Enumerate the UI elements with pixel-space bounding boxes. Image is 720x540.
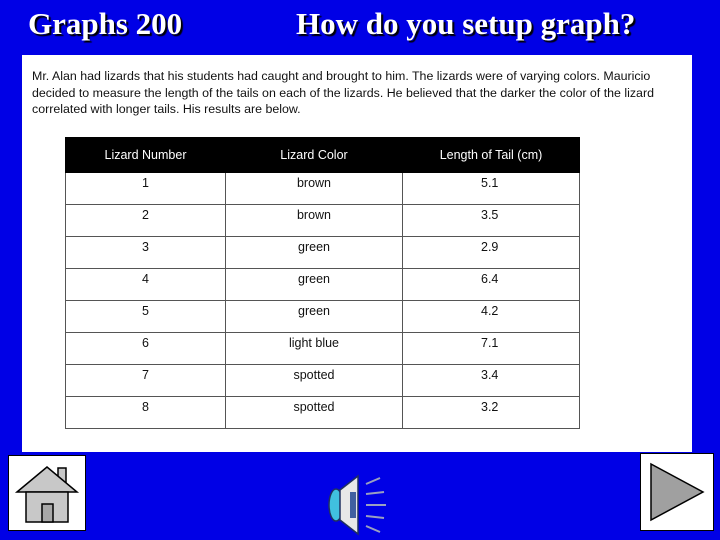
speaker-button[interactable]	[322, 470, 392, 536]
table-row	[66, 301, 580, 333]
cell-lizard-color: green	[226, 301, 403, 333]
cell-lizard-number: 8	[66, 397, 226, 429]
cell-lizard-color: spotted	[226, 365, 403, 397]
table-row	[66, 237, 580, 269]
slide-category-title: Graphs 200	[28, 6, 183, 41]
problem-text: Mr. Alan had lizards that his students had caught and brought to him. The lizards were of varying colors. Mauricio decided to measure the length of the tails on each of the lizards. He believed that the darker the color of the lizard correlated with longer tails. His results are below.	[32, 69, 654, 116]
cell-tail-length: 3.2	[403, 397, 580, 429]
cell-lizard-number: 3	[66, 237, 226, 269]
next-arrow-icon	[641, 454, 713, 530]
table-row	[66, 205, 580, 237]
cell-lizard-color: brown	[226, 173, 403, 205]
cell-tail-length: 7.1	[403, 333, 580, 365]
table-row	[66, 269, 580, 301]
cell-tail-length: 4.2	[403, 301, 580, 333]
cell-lizard-color: green	[226, 269, 403, 301]
cell-lizard-color: green	[226, 237, 403, 269]
slide-question-heading: How do you setup graph?	[296, 6, 636, 41]
header-tail-length: Length of Tail (cm)	[403, 138, 580, 173]
table-row	[66, 333, 580, 365]
next-slide-button[interactable]	[640, 453, 714, 531]
cell-tail-length: 3.4	[403, 365, 580, 397]
header-lizard-number: Lizard Number	[66, 138, 226, 173]
speaker-icon	[322, 470, 392, 536]
cell-tail-length: 6.4	[403, 269, 580, 301]
table-row	[66, 397, 580, 429]
cell-lizard-number: 4	[66, 269, 226, 301]
cell-lizard-color: light blue	[226, 333, 403, 365]
lizard-data-table	[65, 137, 580, 429]
table-header-row	[66, 138, 580, 173]
cell-lizard-number: 1	[66, 173, 226, 205]
cell-tail-length: 5.1	[403, 173, 580, 205]
cell-tail-length: 3.5	[403, 205, 580, 237]
cell-lizard-number: 6	[66, 333, 226, 365]
cell-tail-length: 2.9	[403, 237, 580, 269]
cell-lizard-color: brown	[226, 205, 403, 237]
cell-lizard-number: 2	[66, 205, 226, 237]
header-lizard-color: Lizard Color	[226, 138, 403, 173]
home-button[interactable]	[8, 455, 86, 531]
cell-lizard-number: 5	[66, 301, 226, 333]
content-panel	[22, 55, 692, 452]
home-icon	[9, 456, 85, 530]
table-row	[66, 365, 580, 397]
cell-lizard-color: spotted	[226, 397, 403, 429]
cell-lizard-number: 7	[66, 365, 226, 397]
table-row	[66, 173, 580, 205]
